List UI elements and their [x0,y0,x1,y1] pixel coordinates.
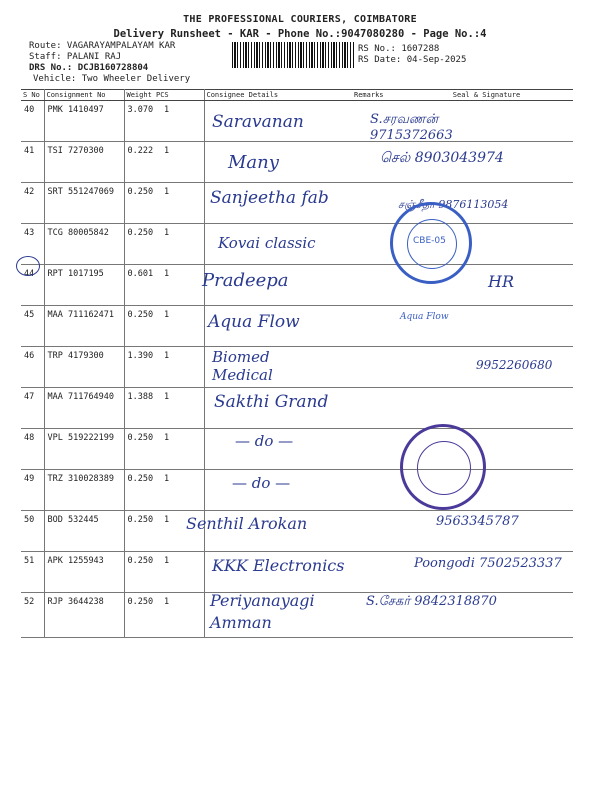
row-weight: 1.388 [127,392,154,402]
rs-number: RS No.: 1607288 [358,44,440,54]
row-remarks [352,429,400,470]
handwritten-signature: Aqua Flow [400,312,449,322]
handwritten-signature: 9563345787 [436,514,519,529]
row-weight: 1.390 [127,351,154,361]
row-s-no: 52 [21,593,44,638]
row-pcs: 1 [163,597,170,607]
row-remarks [352,265,400,306]
row-s-no: 49 [21,470,44,511]
row-weight-pcs [124,306,204,347]
row-consignment-no: BOD 532445 [44,511,124,552]
vehicle-label: Vehicle: Two Wheeler Delivery [33,74,191,84]
row-weight: 0.250 [127,228,154,238]
row-s-no: 40 [21,101,44,142]
company-seal-stamp [390,202,472,284]
col-remarks: Remarks [352,90,400,101]
handwritten-signature: 9952260680 [476,358,553,372]
handwritten-signature: Poongodi 7502523337 [414,556,562,571]
handwritten-name: Biomed Medical [212,348,273,384]
handwritten-signature: HR [488,272,514,291]
row-consignment-no: TCG 80005842 [44,224,124,265]
table-row [21,429,573,470]
row-seal [400,388,573,429]
drs-number: DRS No.: DCJB160728804 [29,63,149,73]
table-header-row [21,90,573,101]
row-weight-pcs [124,265,204,306]
row-s-no: 46 [21,347,44,388]
row-weight: 0.250 [127,515,154,525]
row-remarks [352,306,400,347]
row-weight-pcs [124,183,204,224]
row-consignment-no: TRP 4179300 [44,347,124,388]
route-label: Route: VAGARAYAMPALAYAM KAR [29,41,176,51]
staff-label: Staff: PALANI RAJ [29,52,122,62]
row-weight-pcs [124,552,204,593]
table-row [21,470,573,511]
handwritten-name: — do — [232,474,291,492]
row-consignment-no: TSI 7270300 [44,142,124,183]
row-pcs: 1 [163,105,170,115]
row-weight: 0.250 [127,597,154,607]
row-pcs: 1 [163,310,170,320]
barcode [232,42,354,68]
row-s-no: 44 [21,265,44,306]
row-pcs: 1 [163,433,170,443]
row-consignment-no: APK 1255943 [44,552,124,593]
row-pcs: 1 [163,351,170,361]
handwritten-name: Senthil Arokan [186,514,308,533]
row-pcs: 1 [163,556,170,566]
row-pcs: 1 [163,269,170,279]
row-weight-pcs [124,224,204,265]
row-weight-pcs [124,101,204,142]
row-consignment-no: SRT 551247069 [44,183,124,224]
row-pcs: 1 [163,146,170,156]
row-weight: 0.250 [127,187,154,197]
col-seal: Seal & Signature [400,90,573,101]
row-consignment-no: TRZ 310028389 [44,470,124,511]
row-pcs: 1 [163,474,170,484]
handwritten-name: Sanjeetha fab [210,188,329,208]
row-weight-pcs [124,388,204,429]
row-s-no: 50 [21,511,44,552]
seal-text: CBE-05 [413,236,446,246]
row-consignment-no: MAA 711764940 [44,388,124,429]
handwritten-name: Periyanayagi Amman [210,591,315,632]
circled-row-marker [16,256,40,276]
handwritten-name: Sakthi Grand [214,392,329,412]
row-weight-pcs [124,593,204,638]
handwritten-signature: செல் 8903043974 [380,150,504,166]
row-weight: 3.070 [127,105,154,115]
handwritten-name: Aqua Flow [208,312,300,332]
row-weight: 0.250 [127,556,154,566]
col-weight-pcs: Weight PCS [124,90,204,101]
row-remarks [352,183,400,224]
row-weight-pcs [124,347,204,388]
row-s-no: 48 [21,429,44,470]
row-weight: 0.250 [127,433,154,443]
col-consignee: Consignee Details [204,90,352,101]
row-consignment-no: MAA 711162471 [44,306,124,347]
row-weight: 0.250 [127,310,154,320]
row-remarks [352,388,400,429]
col-s-no: S No [21,90,44,101]
rs-date: RS Date: 04-Sep-2025 [358,55,467,65]
row-pcs: 1 [163,392,170,402]
handwritten-name: KKK Electronics [212,556,345,575]
row-consignment-no: RPT 1017195 [44,265,124,306]
handwritten-signature: சஞ்சீதா 9876113054 [398,198,509,211]
row-s-no: 47 [21,388,44,429]
security-seal-stamp [400,424,486,510]
handwritten-name: Pradeepa [202,270,289,291]
runsheet-title: Delivery Runsheet - KAR - Phone No.:9047080280 - Page No.:4 [113,28,487,40]
handwritten-name: Many [228,152,279,173]
row-remarks [352,552,400,593]
row-weight: 0.250 [127,474,154,484]
row-consignment-no: RJP 3644238 [44,593,124,638]
row-s-no: 43 [21,224,44,265]
row-weight-pcs [124,470,204,511]
row-s-no: 41 [21,142,44,183]
row-weight: 0.601 [127,269,154,279]
row-pcs: 1 [163,228,170,238]
row-weight: 0.222 [127,146,154,156]
row-s-no: 45 [21,306,44,347]
row-weight-pcs [124,429,204,470]
row-remarks [352,511,400,552]
row-pcs: 1 [163,187,170,197]
col-consignment: Consignment No [44,90,124,101]
handwritten-name: Kovai classic [218,234,316,252]
row-consignment-no: VPL 519222199 [44,429,124,470]
handwritten-name: Saravanan [212,112,304,132]
row-s-no: 42 [21,183,44,224]
row-pcs: 1 [163,515,170,525]
row-weight-pcs [124,142,204,183]
row-remarks [352,347,400,388]
handwritten-name: — do — [235,432,294,450]
company-name: THE PROFESSIONAL COURIERS, COIMBATORE [183,14,417,25]
row-s-no: 51 [21,552,44,593]
handwritten-signature: S.சரவணன் 9715372663 [370,112,453,143]
row-consignment-no: PMK 1410497 [44,101,124,142]
handwritten-signature: S.சேகர் 9842318870 [366,594,497,609]
